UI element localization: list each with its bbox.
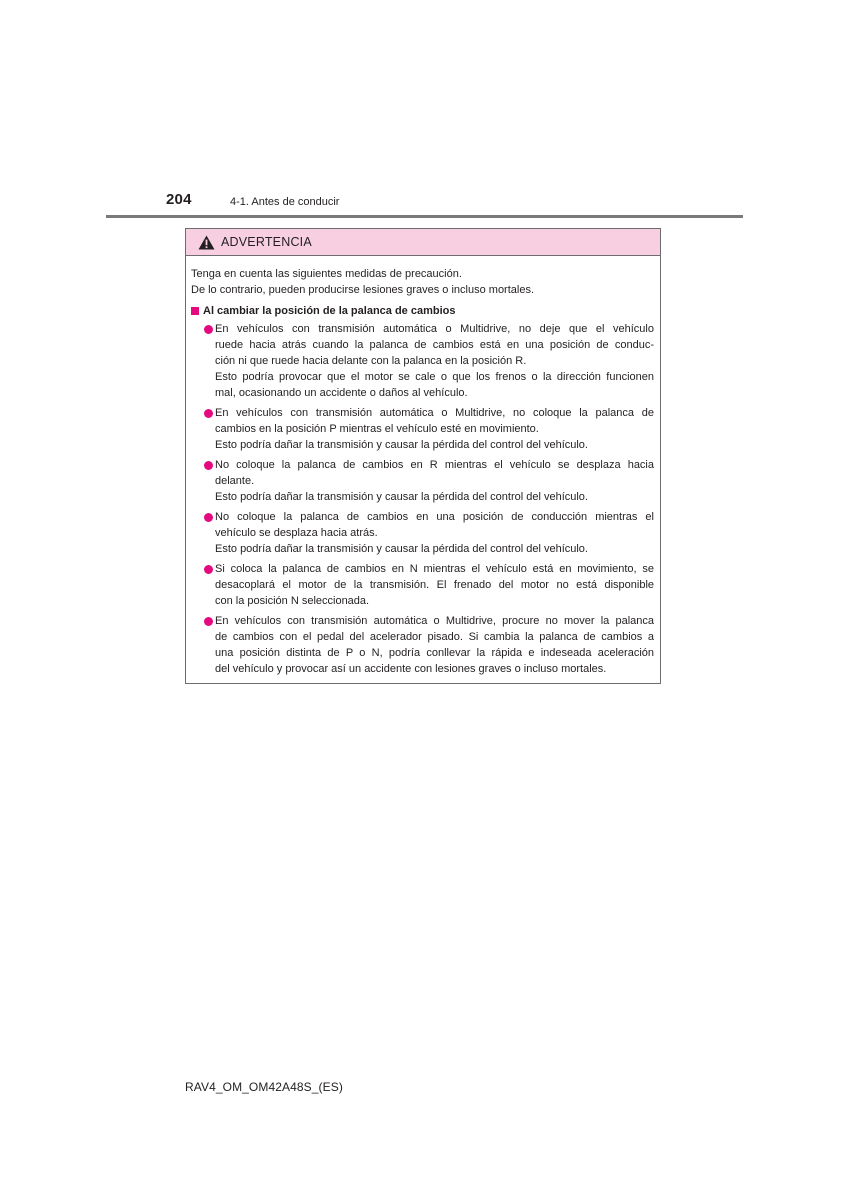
circle-bullet-icon: [204, 565, 213, 574]
text-line: En vehículos con transmisión automática o Multidrive, no coloque la palanca de: [215, 407, 654, 419]
intro-line: Tenga en cuenta las siguientes medidas de precaución.: [191, 268, 462, 280]
circle-bullet-icon: [204, 461, 213, 470]
warning-title: ADVERTENCIA: [221, 235, 312, 249]
text-line: Si coloca la palanca de cambios en N mientras el vehículo está en movimiento, se: [215, 563, 654, 575]
circle-bullet-icon: [204, 325, 213, 334]
text-line: de cambios con el pedal del acelerador pisado. Si cambia la palanca de cambios a: [215, 631, 654, 643]
circle-bullet-icon: [204, 513, 213, 522]
text-line: delante.: [215, 475, 255, 487]
list-item: [191, 321, 654, 401]
intro-line: De lo contrario, pueden producirse lesiones graves o incluso mortales.: [191, 284, 535, 296]
list-item: [191, 405, 654, 453]
warning-body: [186, 256, 660, 677]
text-line: ción ni que ruede hacia delante con la palanca en la posición R.: [215, 355, 527, 367]
warning-triangle-icon: [198, 235, 215, 250]
header-rule: [106, 215, 743, 218]
text-line: Esto podría dañar la transmisión y causar la pérdida del control del vehículo.: [215, 439, 588, 451]
subheading: [191, 303, 654, 319]
warning-header: [186, 229, 660, 256]
text-line: cambios en la posición P mientras el vehículo esté en movimiento.: [215, 423, 539, 435]
footer-code: RAV4_OM_OM42A48S_(ES): [185, 1080, 343, 1094]
circle-bullet-icon: [204, 617, 213, 626]
text-line: Esto podría dañar la transmisión y causar la pérdida del control del vehículo.: [215, 543, 588, 555]
list-item: [191, 613, 654, 677]
page-number: 204: [166, 191, 192, 208]
text-line: vehículo se desplaza hacia atrás.: [215, 527, 378, 539]
text-line: No coloque la palanca de cambios en una posición de conducción mientras el: [215, 511, 654, 523]
text-line: ruede hacia atrás cuando la palanca de cambios está en una posición de conduc-: [215, 339, 654, 351]
warning-list: [191, 321, 654, 677]
text-line: una posición distinta de P o N, podría conllevar la rápida e indeseada aceleración: [215, 647, 654, 659]
text-line: con la posición N seleccionada.: [215, 595, 370, 607]
section-label: 4-1. Antes de conducir: [230, 196, 340, 208]
text-line: En vehículos con transmisión automática o Multidrive, no deje que el vehículo: [215, 323, 654, 335]
warning-box: [185, 228, 661, 684]
list-item: [191, 457, 654, 505]
text-line: Esto podría provocar que el motor se cale o que los frenos o la dirección funcionen: [215, 371, 654, 383]
subheading-text: Al cambiar la posición de la palanca de cambios: [203, 305, 456, 317]
list-item: [191, 509, 654, 557]
square-bullet-icon: [191, 307, 199, 315]
text-line: mal, ocasionando un accidente o daños al vehículo.: [215, 387, 468, 399]
circle-bullet-icon: [204, 409, 213, 418]
text-line: desacoplará el motor de la transmisión. El frenado del motor no está disponible: [215, 579, 654, 591]
warning-intro: [191, 266, 654, 298]
text-line: Esto podría dañar la transmisión y causar la pérdida del control del vehículo.: [215, 491, 588, 503]
text-line: del vehículo y provocar así un accidente con lesiones graves o incluso mortales.: [215, 663, 607, 675]
text-line: No coloque la palanca de cambios en R mientras el vehículo se desplaza hacia: [215, 459, 654, 471]
text-line: En vehículos con transmisión automática o Multidrive, procure no mover la palanca: [215, 615, 654, 627]
list-item: [191, 561, 654, 609]
